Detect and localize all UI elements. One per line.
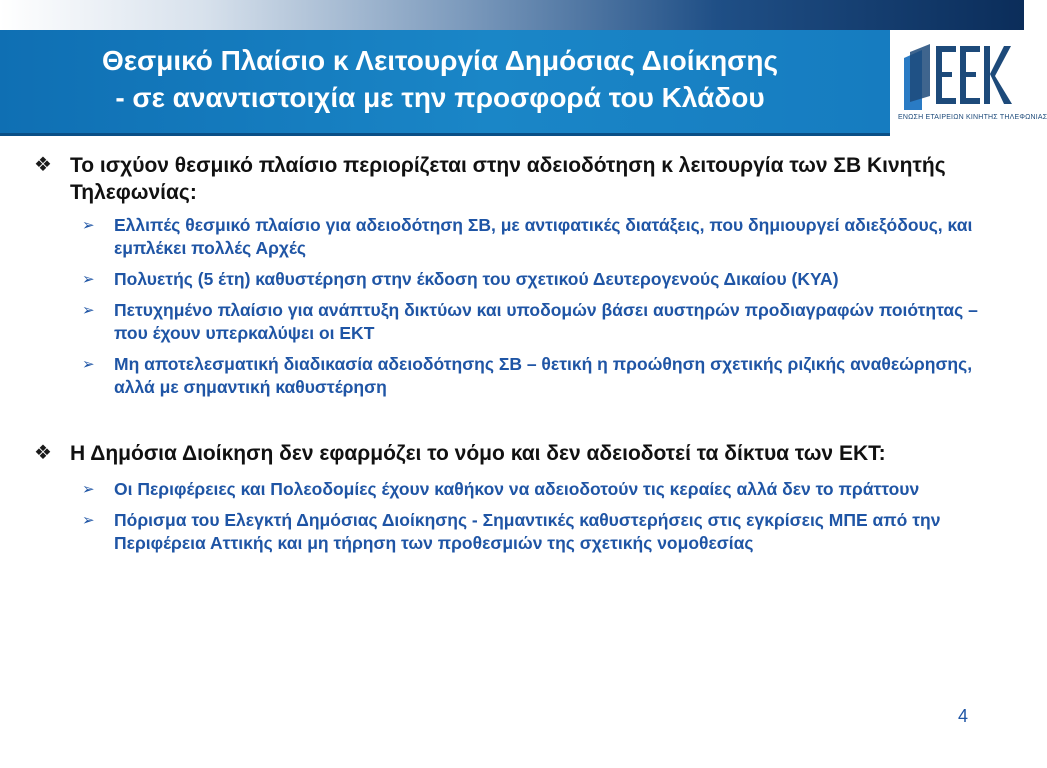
- sub-bullet-item: [30, 353, 1000, 399]
- sub-bullet-item: [30, 214, 1000, 260]
- page-number: 4: [957, 706, 968, 726]
- arrowhead-bullet-icon: ➢: [82, 512, 95, 529]
- title-line-2: - σε αναντιστοιχία με την προσφορά του Κλάδου: [115, 82, 765, 113]
- bullet-text: Η Δημόσια Διοίκηση δεν εφαρμόζει το νόμο και δεν αδειοδοτεί τα δίκτυα των ΕΚΤ:: [70, 442, 886, 465]
- arrowhead-bullet-icon: ➢: [82, 271, 95, 288]
- arrowhead-bullet-icon: ➢: [82, 356, 95, 373]
- bullet-text: Το ισχύον θεσμικό πλαίσιο περιορίζεται στην αδειοδότηση κ λειτουργία των ΣΒ Κινητής Τηλεφωνίας:: [70, 154, 946, 204]
- bullet-item: [30, 152, 1000, 206]
- arrowhead-bullet-icon: ➢: [82, 217, 95, 234]
- top-gradient-bar: [0, 0, 1024, 30]
- sub-bullet-text: Οι Περιφέρειες και Πολεοδομίες έχουν καθήκον να αδειοδοτούν τις κεραίες αλλά δεν το πράττουν: [114, 479, 920, 499]
- diamond-bullet-icon: ❖: [34, 442, 52, 464]
- eekt-logo: [894, 30, 1047, 133]
- sub-bullet-text: Ελλιπές θεσμικό πλαίσιο για αδειοδότηση ΣΒ, με αντιφατικές διατάξεις, που δημιουργεί αδιεξόδους, και εμπλέκει πολλές Αρχές: [114, 215, 973, 258]
- slide-body: [30, 152, 1000, 555]
- sub-bullet-text: Πολυετής (5 έτη) καθυστέρηση στην έκδοση του σχετικού Δευτερογενούς Δικαίου (ΚΥΑ): [114, 269, 839, 289]
- title-banner: [0, 30, 890, 136]
- sub-bullet-item: [30, 299, 1000, 345]
- sub-bullet-item: [30, 478, 1000, 501]
- sub-bullet-item: [30, 509, 1000, 555]
- sub-bullet-text: Πετυχημένο πλαίσιο για ανάπτυξη δικτύων και υποδομών βάσει αυστηρών προδιαγραφών ποιότητας – που έχουν υπερκαλύψει οι ΕΚΤ: [114, 300, 978, 343]
- bullet-item: [30, 437, 1000, 470]
- arrowhead-bullet-icon: ➢: [82, 481, 95, 498]
- title-line-1: Θεσμικό Πλαίσιο κ Λειτουργία Δημόσιας Διοίκησης: [101, 45, 779, 76]
- diamond-bullet-icon: ❖: [34, 154, 52, 176]
- eekt-logo-mark: [900, 36, 1020, 114]
- slide-title: [0, 42, 880, 116]
- sub-bullet-item: [30, 268, 1000, 291]
- logo-caption: ΕΝΩΣΗ ΕΤΑΙΡΕΙΩΝ ΚΙΝΗΤΗΣ ΤΗΛΕΦΩΝΙΑΣ: [898, 114, 1047, 121]
- sub-bullet-text: Πόρισμα του Ελεγκτή Δημόσιας Διοίκησης - Σημαντικές καθυστερήσεις στις εγκρίσεις ΜΠΕ από την Περιφέρεια Αττικής και μη τήρηση των προθεσμιών της σχετικής νομοθεσίας: [114, 510, 941, 553]
- sub-bullet-text: Μη αποτελεσματική διαδικασία αδειοδότησης ΣΒ – θετική η προώθηση σχετικής ριζικής αναθεώρησης, αλλά με σημαντική καθυστέρηση: [114, 354, 973, 397]
- arrowhead-bullet-icon: ➢: [82, 302, 95, 319]
